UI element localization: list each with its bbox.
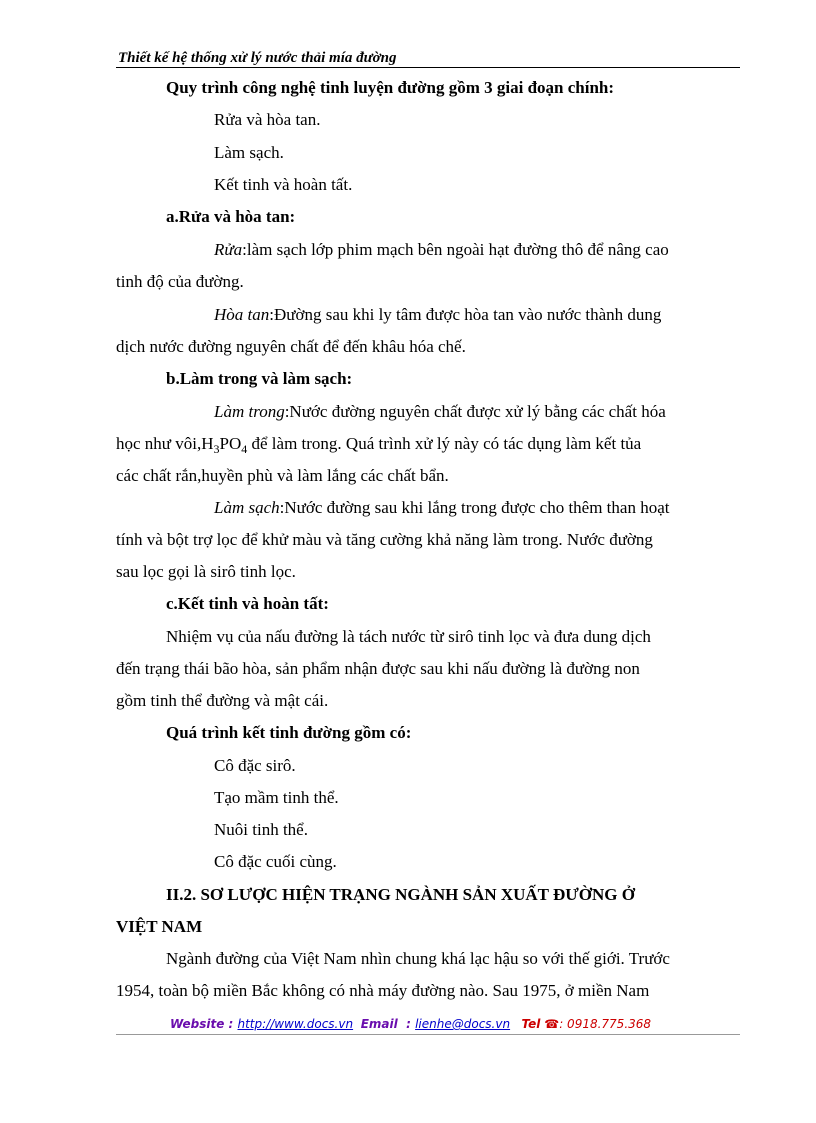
paragraph-c-line1: Nhiệm vụ của nấu đường là tách nước từ sirô tinh lọc và đưa dung dịch [166, 627, 651, 646]
text: để làm trong. Quá trình xử lý này có tác dụng làm kết tủa [247, 434, 642, 453]
term: Làm trong [214, 402, 285, 421]
paragraph-b1-line3: các chất rắn,huyền phù và làm lắng các chất bẩn. [116, 466, 449, 485]
footer-divider [116, 1034, 740, 1035]
list-item: Cô đặc cuối cùng. [214, 852, 337, 871]
list-item: Nuôi tinh thể. [214, 820, 308, 839]
term: Hòa tan [214, 305, 270, 324]
list-item: Rửa và hòa tan. [214, 110, 321, 129]
header-title: Thiết kế hệ thống xử lý nước thải mía đường [118, 50, 397, 66]
section-c-heading: c.Kết tinh và hoàn tất: [166, 594, 329, 613]
final-paragraph-line2: 1954, toàn bộ miền Bắc không có nhà máy đường nào. Sau 1975, ở miền Nam [116, 981, 650, 1000]
paragraph-b1-line2 [116, 434, 641, 457]
paragraph-b2-line1 [214, 498, 669, 518]
phone-icon: ☎ [544, 1017, 560, 1031]
text: :Nước đường nguyên chất được xử lý bằng các chất hóa [284, 402, 666, 421]
section-heading-line2: VIỆT NAM [116, 917, 203, 936]
list-item: Tạo mầm tinh thể. [214, 788, 339, 807]
paragraph-b1-line1 [214, 402, 666, 422]
paragraph-b2-line2: tính và bột trợ lọc để khử màu và tăng cường khả năng làm trong. Nước đường [116, 530, 653, 549]
list-item: Làm sạch. [214, 143, 284, 162]
section-heading-line1: II.2. SƠ LƯỢC HIỆN TRẠNG NGÀNH SẢN XUẤT ĐƯỜNG Ở [166, 885, 635, 904]
paragraph-a1-line2: tinh độ của đường. [116, 272, 244, 291]
header-divider [116, 67, 740, 68]
page-footer [170, 1017, 651, 1031]
section-a-heading: a.Rửa và hòa tan: [166, 207, 296, 226]
tel-label: Tel [521, 1017, 541, 1031]
list-item: Cô đặc sirô. [214, 756, 296, 775]
section-b-heading: b.Làm trong và làm sạch: [166, 369, 353, 388]
website-link[interactable]: http://www.docs.vn [237, 1017, 354, 1031]
text: :Nước đường sau khi lắng trong được cho thêm than hoạt [279, 498, 670, 517]
email-link[interactable]: lienhe@docs.vn [415, 1017, 511, 1031]
colon: : [224, 1017, 238, 1031]
intro-heading: Quy trình công nghệ tinh luyện đường gồm 3 giai đoạn chính: [166, 78, 615, 97]
subscript: 3 [213, 442, 220, 456]
paragraph-a2-line2: dịch nước đường nguyên chất để đến khâu hóa chế. [116, 337, 466, 356]
list-item: Kết tinh và hoàn tất. [214, 175, 353, 194]
website-label: Website [170, 1017, 225, 1031]
term: Làm sạch [214, 498, 280, 517]
text: :Đường sau khi ly tâm được hòa tan vào nước thành dung [269, 305, 662, 324]
text: học như vôi,H [116, 434, 214, 453]
email-label: Email [360, 1017, 398, 1031]
paragraph-c-line2: đến trạng thái bão hòa, sản phẩm nhận được sau khi nấu đường là đường non [116, 659, 640, 678]
term: Rửa [214, 240, 243, 259]
paragraph-a1-line1 [214, 240, 669, 260]
paragraph-b2-line3: sau lọc gọi là sirô tinh lọc. [116, 562, 296, 581]
colon: : [397, 1017, 416, 1031]
subscript: 4 [241, 442, 248, 456]
final-paragraph-line1: Ngành đường của Việt Nam nhìn chung khá lạc hậu so với thế giới. Trước [166, 949, 670, 968]
text: PO [219, 434, 242, 453]
paragraph-a2-line1 [214, 305, 661, 325]
paragraph-c-line3: gồm tinh thể đường và mật cái. [116, 691, 329, 710]
crystallization-heading: Quá trình kết tinh đường gồm có: [166, 723, 412, 742]
phone-number: : 0918.775.368 [559, 1017, 652, 1031]
text: :làm sạch lớp phim mạch bên ngoài hạt đường thô để nâng cao [242, 240, 669, 259]
